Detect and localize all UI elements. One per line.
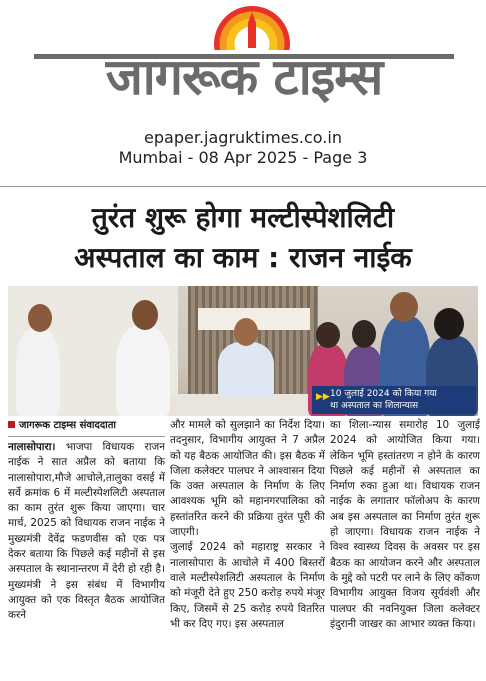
photo-caption: [312, 386, 476, 414]
column-2-text-a: और मामले को सुलझाने का निर्देश दिया। तदनुसार, विभागीय आयुक्त ने 7 अप्रैल को यह बैठक आयोजित की। इस बैठक में जिला कलेक्टर पालघर ने आश्वासन दिया कि उक्त अस्पताल के निर्माण के लिए आवश्यक भूमि को महानगरपालिका को हस्तांतरित करने की प्रक्रिया तुरंत पूरी की जाएगी।: [170, 419, 325, 539]
byline: जागरूक टाइम्स संवाददाता: [8, 418, 165, 434]
headline-line-2: अस्पताल का काम : राजन नाईक: [74, 241, 412, 274]
column-2-text-b: जुलाई 2024 को महाराष्ट्र सरकार ने नालासोपारा के आचोले में 400 बिस्तरों वाले मल्टीस्पेशलिटी अस्पताल के निर्माण को मंजूरी देते हुए 250 करोड़ रुपये मंजूर किए, जिसमें से 25 करोड़ रुपये वितरित भी कर दिए गए। इस अस्पताल: [170, 541, 325, 630]
article-headline: [8, 198, 478, 278]
article-photo: [8, 286, 478, 416]
column-3-text: का शिला-न्यास समारोह 10 जुलाई 2024 को आयोजित किया गया। लेकिन भूमि हस्तांतरण न होने के कारण पिछले कई महीनों से अस्पताल का निर्माण रुका हुआ था। विधायक राजन नाईक के लगातार फॉलोअप के कारण अब इस अस्पताल का निर्माण तुरंत शुरू हो जाएगा। विधायक राजन नाईक ने विश्व स्वास्थ्य दिवस के अवसर पर इस बैठक का आयोजन करने और अस्पताल के मुद्दे को पटरी पर लाने के लिए कोंकण विभागीय आयुक्त विजय सूर्यवंशी और पालघर की नवनियुक्त जिला कलेक्टर इंदुरानी जाखर का आभार व्यक्त किया।: [330, 419, 480, 630]
red-square-icon: [8, 421, 15, 428]
dateline: नालासोपारा।: [8, 441, 56, 453]
edition-date-page: Mumbai - 08 Apr 2025 - Page 3: [118, 148, 368, 167]
newspaper-logo: जागरूक टाइम्स: [105, 48, 383, 106]
article-top-rule: [0, 186, 486, 191]
double-arrow-icon: ▶▶: [316, 392, 330, 402]
photo-caption-line-1: 10 जुलाई 2024 को किया गया: [330, 389, 437, 399]
byline-divider: [8, 436, 165, 437]
photo-caption-line-2: था अस्पताल का शिलान्यास: [330, 401, 419, 411]
article-column-2: [170, 418, 325, 680]
masthead: [0, 0, 486, 120]
article-column-1: [8, 418, 165, 680]
article-columns: [8, 418, 480, 680]
column-1-text: [8, 440, 165, 624]
headline-line-1: तुरंत शुरू होगा मल्टीस्पेशलिटी: [91, 201, 395, 234]
edition-url[interactable]: epaper.jagruktimes.co.in: [144, 128, 342, 147]
edition-info: [0, 128, 486, 168]
column-1-body: भाजपा विधायक राजन नाईक ने सात अप्रैल को बताया कि नालासोपारा,मौजे आचोले,तालुका वसई में सर्वे क्रमांक 6 में मल्टीस्पेशलिटी अस्पताल का काम तुरंत शुरू किया जाएगा। चार मार्च, 2025 को विधायक राजन नाईक ने मुख्यमंत्री देवेंद्र फडणवीस को एक पत्र देकर बताया कि पिछले कई महीनों से इस अस्पताल के स्थानान्तरण में देरी हो रही है। मुख्यमंत्री ने इस संबंध में विभागीय आयुक्त को एक विस्तृत बैठक आयोजित करने: [8, 441, 165, 622]
article-column-3: [330, 418, 480, 680]
article: [0, 186, 486, 681]
